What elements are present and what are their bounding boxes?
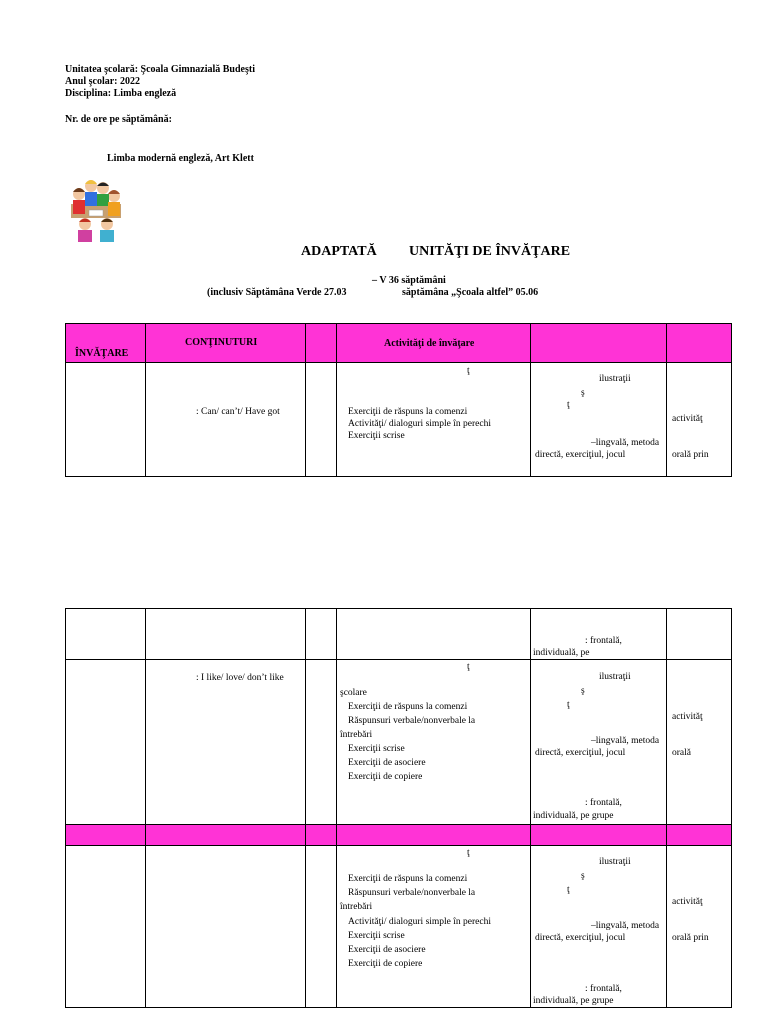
textbook: Limba modernă engleză, Art Klett [107, 153, 254, 164]
separator-cell [306, 825, 337, 846]
cell-activities: ţ şcolare Exerciţii de răspuns la comenzi Răspunsuri verbale/nonverbale la întrebări Exerciţii scrise Exerciţii de asociere Exerciţii de copiere [337, 660, 531, 825]
table-header-row [66, 324, 732, 363]
cell-empty [306, 363, 337, 477]
plan-table-1 [65, 323, 732, 477]
cell-evaluation: activităţ orală prin [667, 846, 732, 1008]
separator-cell [146, 825, 306, 846]
header-cell-empty [306, 324, 337, 363]
cell-unit [66, 660, 146, 825]
plan-table-2 [65, 608, 732, 1008]
weeks-count: – V 36 săptămâni [372, 275, 446, 286]
header-cell-invatare: ÎNVĂŢARE [66, 324, 146, 363]
cell-content [146, 846, 306, 1008]
school-altfel: săptămâna „Şcoala altfel” 05.06 [402, 287, 539, 298]
table-row [66, 609, 732, 660]
school-year: Anul şcolar: 2022 [65, 76, 140, 87]
separator-cell [66, 825, 146, 846]
cell-empty [306, 609, 337, 660]
table-row [66, 363, 732, 477]
cell-activities [337, 609, 531, 660]
cell-activities: ţ Exerciţii de răspuns la comenzi Activităţi/ dialoguri simple în perechi Exerciţii scrise [337, 363, 531, 477]
cell-resources: : frontală, individuală, pe [531, 609, 667, 660]
children-illustration-icon [67, 176, 125, 244]
green-week: (inclusiv Săptămâna Verde 27.03 [207, 287, 347, 298]
title-adaptata: ADAPTATĂ [301, 244, 377, 259]
header-cell-resurse [531, 324, 667, 363]
cell-activities: ţ Exerciţii de răspuns la comenzi Răspunsuri verbale/nonverbale la întrebări Activităţi/ dialoguri simple în perechi Exerciţii scrise Exerciţii de asociere Exerciţii de copiere [337, 846, 531, 1008]
cell-unit [66, 846, 146, 1008]
cell-content [146, 609, 306, 660]
cell-unit [66, 363, 146, 477]
header-cell-continuturi: CONŢINUTURI [146, 324, 306, 363]
separator-cell [531, 825, 667, 846]
cell-evaluation [667, 609, 732, 660]
header-cell-evaluare [667, 324, 732, 363]
discipline: Disciplina: Limba engleză [65, 88, 177, 99]
title-unitati: UNITĂŢI DE ÎNVĂŢARE [409, 244, 571, 259]
separator-cell [667, 825, 732, 846]
cell-evaluation: activităţ orală [667, 660, 732, 825]
cell-resources: ilustraţii ş ţ –lingvală, metoda directă, exerciţiul, jocul [531, 363, 667, 477]
table-row [66, 660, 732, 825]
table-section-separator [66, 825, 732, 846]
cell-resources: ilustraţii ş ţ –lingvală, metoda directă, exerciţiul, jocul : frontală, individuală, pe grupe [531, 846, 667, 1008]
header-cell-activitati: Activităţi de învăţare [337, 324, 531, 363]
table-row [66, 846, 732, 1008]
school-unit: Unitatea şcolară: Şcoala Gimnazială Budeşti [65, 64, 255, 75]
cell-empty [306, 660, 337, 825]
separator-cell [337, 825, 531, 846]
cell-content: : I like/ love/ don’t like [146, 660, 306, 825]
hours-per-week: Nr. de ore pe săptămână: [65, 114, 172, 125]
cell-resources: ilustraţii ş ţ –lingvală, metoda directă, exerciţiul, jocul : frontală, individuală, pe grupe [531, 660, 667, 825]
cell-evaluation: activităţ orală prin [667, 363, 732, 477]
cell-empty [306, 846, 337, 1008]
cell-unit [66, 609, 146, 660]
cell-content: : Can/ can’t/ Have got [146, 363, 306, 477]
